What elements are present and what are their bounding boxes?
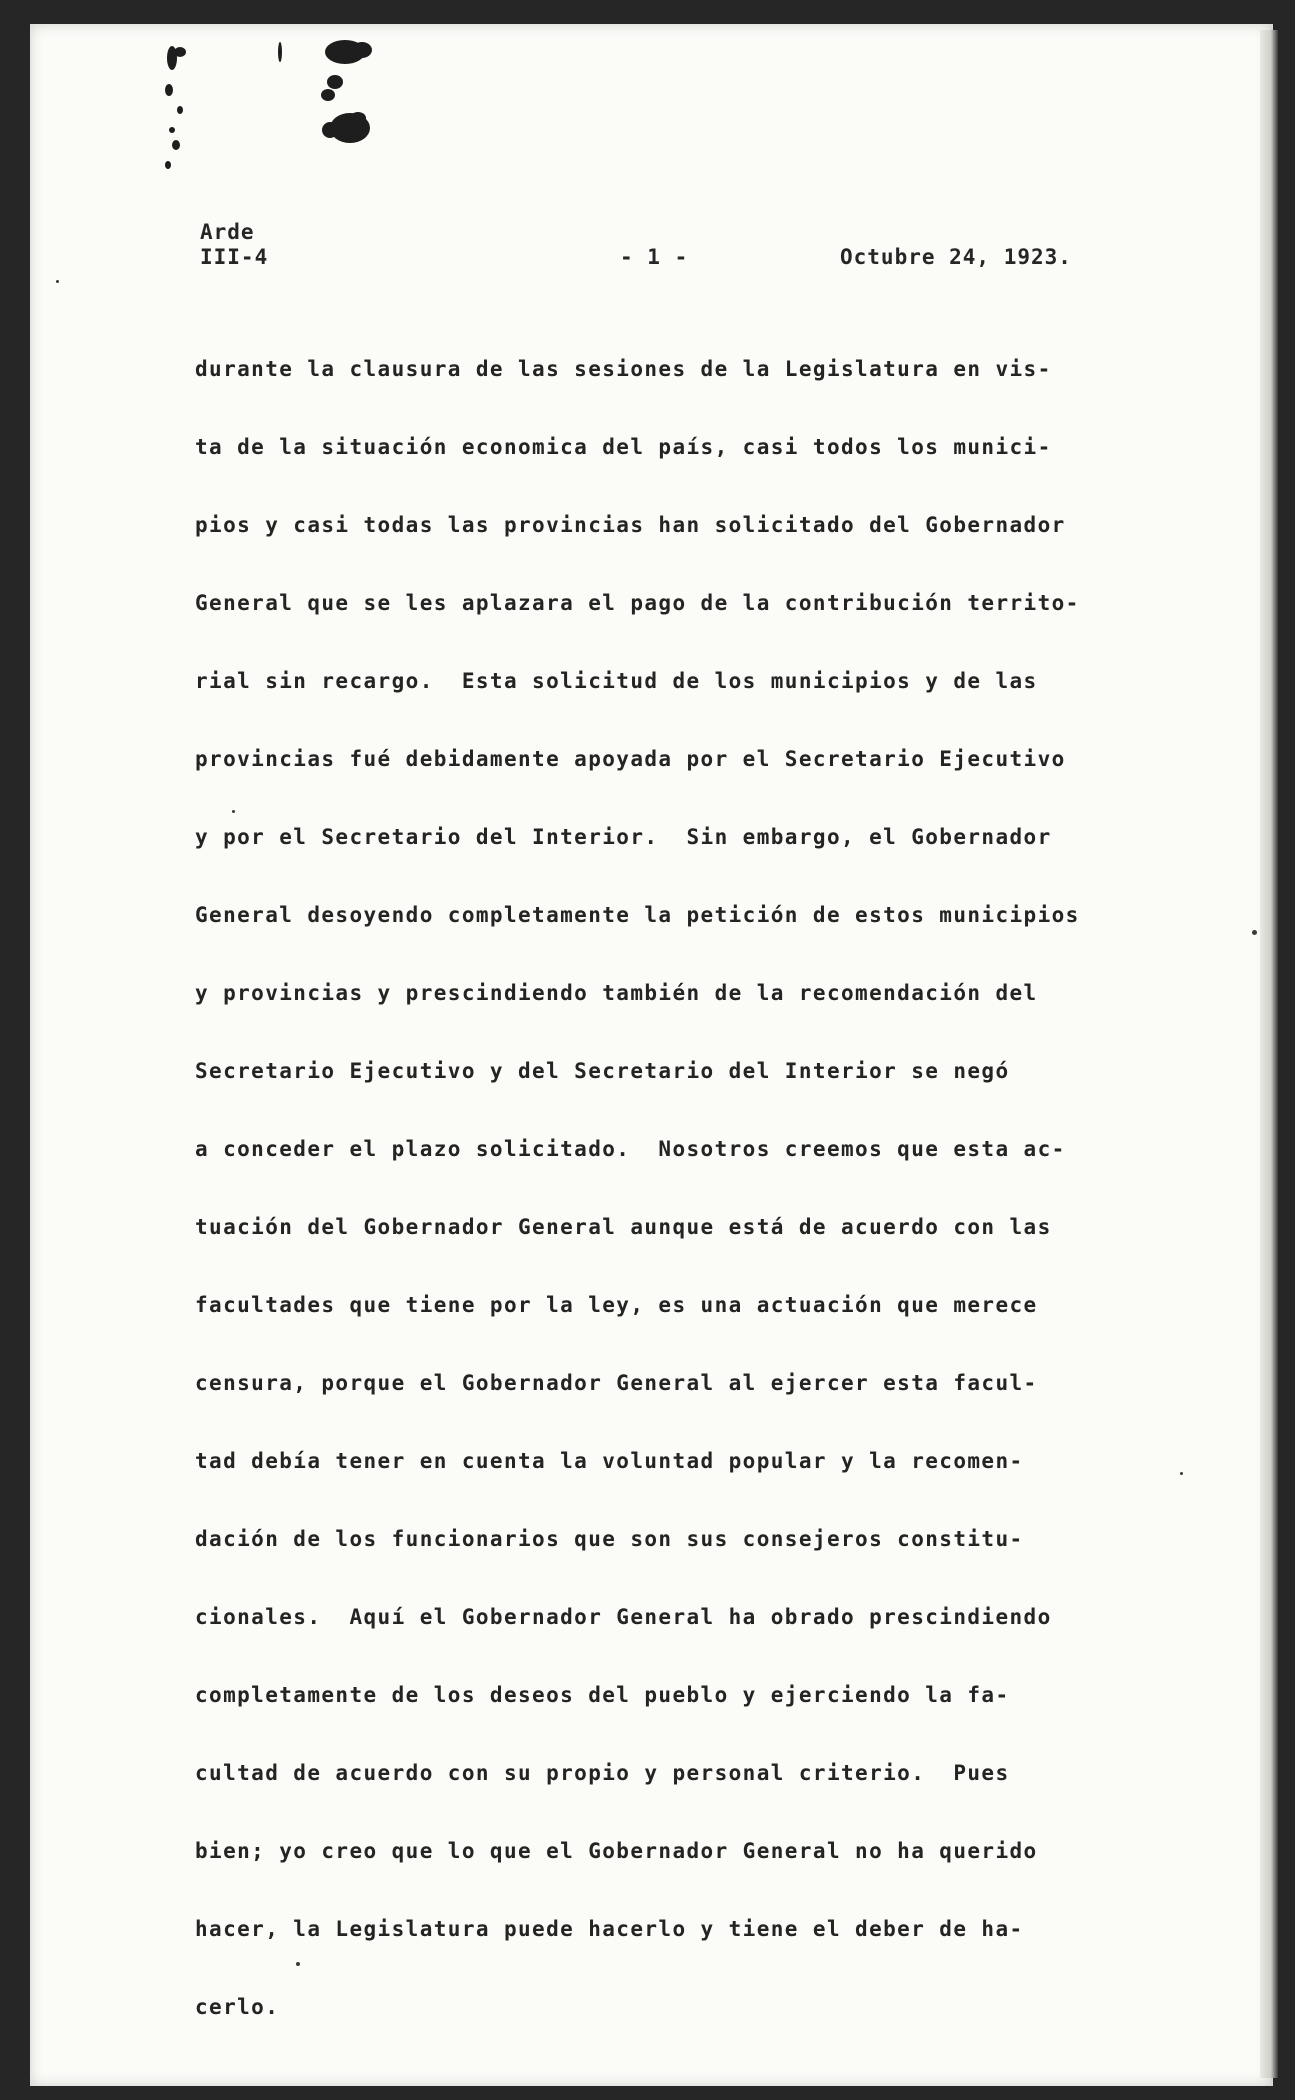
- document-header: [200, 220, 1100, 290]
- ink-blot: [172, 140, 180, 150]
- text-line: cionales. Aquí el Gobernador General ha obrado prescindiendo: [195, 1605, 1052, 1629]
- ref-code-line: III-4: [200, 245, 269, 269]
- ink-blot: [278, 42, 282, 62]
- document-date: Octubre 24, 1923.: [840, 245, 1072, 269]
- scan-speck: [56, 280, 59, 283]
- text-line: facultades que tiene por la ley, es una actuación que merece: [195, 1293, 1038, 1317]
- text-line: durante la clausura de las sesiones de la Legislatura en vis-: [195, 357, 1052, 381]
- text-line: General que se les aplazara el pago de la contribución territo-: [195, 591, 1080, 615]
- text-line: y provincias y prescindiendo también de la recomendación del: [195, 981, 1038, 1005]
- text-line: rial sin recargo. Esta solicitud de los municipios y de las: [195, 669, 1038, 693]
- text-line: a conceder el plazo solicitado. Nosotros creemos que esta ac-: [195, 1137, 1066, 1161]
- text-line: cerlo.: [195, 1995, 280, 2019]
- ref-code-line: Arde: [200, 220, 255, 244]
- text-line: General desoyendo completamente la petición de estos municipios: [195, 903, 1080, 927]
- reference-code: [200, 220, 268, 270]
- body-text: [195, 354, 1235, 2070]
- text-line: tuación del Gobernador General aunque está de acuerdo con las: [195, 1215, 1052, 1239]
- text-line: provincias fué debidamente apoyada por el Secretario Ejecutivo: [195, 747, 1066, 771]
- text-line: pios y casi todas las provincias han solicitado del Gobernador: [195, 513, 1066, 537]
- text-line: Secretario Ejecutivo y del Secretario del Interior se negó: [195, 1059, 1010, 1083]
- text-line: y por el Secretario del Interior. Sin embargo, el Gobernador: [195, 825, 1052, 849]
- page-edge: [1260, 30, 1278, 2078]
- text-line: bien; yo creo que lo que el Gobernador General no ha querido: [195, 1839, 1038, 1863]
- ink-blot: [165, 161, 171, 169]
- ink-blot: [174, 47, 186, 57]
- ink-blot: [352, 42, 372, 58]
- ink-blot: [165, 84, 173, 96]
- text-line: censura, porque el Gobernador General al ejercer esta facul-: [195, 1371, 1038, 1395]
- text-line: cultad de acuerdo con su propio y personal criterio. Pues: [195, 1761, 1010, 1785]
- ink-blot: [321, 89, 335, 101]
- text-line: completamente de los deseos del pueblo y ejerciendo la fa-: [195, 1683, 1010, 1707]
- scan-speck: [1252, 930, 1257, 935]
- text-line: ta de la situación economica del país, casi todos los munici-: [195, 435, 1052, 459]
- scan-speck: [296, 1962, 300, 1966]
- scan-speck: [1180, 1472, 1183, 1475]
- ink-blot: [350, 112, 366, 124]
- scan-speck: [232, 810, 235, 813]
- text-line: dación de los funcionarios que son sus consejeros constitu-: [195, 1527, 1024, 1551]
- text-line: hacer, la Legislatura puede hacerlo y tiene el deber de ha-: [195, 1917, 1024, 1941]
- ink-blot: [177, 106, 183, 114]
- ink-blot: [169, 127, 175, 133]
- ink-blot: [327, 75, 343, 89]
- page-number: - 1 -: [620, 245, 689, 269]
- ink-blot: [322, 122, 338, 138]
- ink-stain-marks: [100, 30, 420, 190]
- text-line: tad debía tener en cuenta la voluntad popular y la recomen-: [195, 1449, 1024, 1473]
